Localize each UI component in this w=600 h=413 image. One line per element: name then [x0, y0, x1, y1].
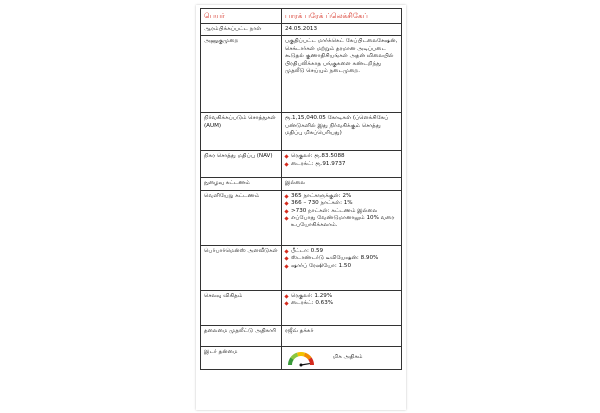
list-item: ஸ்டாண்டர்டு டீவியேஷன்: 8.90%: [285, 255, 398, 262]
list-item: ரெகுலர்: 1.29%: [285, 293, 398, 300]
list-item: ரெகுலர்: ரூ.83.5088: [285, 153, 398, 160]
exit-load-key: வெளியேறு கட்டணம்: [201, 190, 282, 245]
nav-value: [282, 151, 402, 178]
fund-info-card: [196, 5, 406, 410]
name-key: பெயர்: [201, 9, 282, 24]
table-row: [201, 325, 402, 346]
entry-load-value: இல்லை: [282, 178, 402, 190]
list-item: ஷார்ப் ரேஷியோ: 1.50: [285, 263, 398, 270]
list-item: 365 நாட்களுக்குள்: 2%: [285, 193, 398, 200]
performance-value: [282, 245, 402, 290]
fund-details-table: [200, 8, 402, 370]
riskometer-gauge-icon: [285, 349, 317, 367]
risk-key: இடர் தன்மை: [201, 346, 282, 369]
start-date-value: 24.05.2013: [282, 24, 402, 36]
table-row: [201, 178, 402, 190]
table-row: [201, 113, 402, 151]
entry-load-key: நுழைவு கட்டணம்: [201, 178, 282, 190]
table-row: [201, 245, 402, 290]
fund-name: பாரக் பரேக் ப்லெக்சிகேப்: [282, 9, 402, 24]
approach-value: பகுதிப்பட்ட மார்க்கெட் கேப்பிடலைசேஷன், செக்டார்கள் மற்றும் தரமான அடிப்படை கூடுதல் குணாதிசியங்கள் அதன் விலையில் பிரதிபலிக்காத பங்குகளை கண்டறிந்து முதலீடு செய்யும் நடைமுறை.: [282, 36, 402, 113]
risk-cell: [282, 346, 402, 369]
nav-key: நிகர சொத்து மதிப்பு (NAV): [201, 151, 282, 178]
performance-key: பெர்பார்மென்ஸ் அளவீடுகள்: [201, 245, 282, 290]
aum-value: ரூ.1,15,040.05 கோடிகள் (ப்ளெக்சிகேப் பண்டுகளில் இது நிர்வகிக்கும் சொத்து மதிப்பு மிகப்பெரியது): [282, 113, 402, 151]
approach-key: அணுகுமுறை: [201, 36, 282, 113]
table-row: [201, 151, 402, 178]
expense-key: செலவு விகிதம்: [201, 290, 282, 325]
risk-value: மிக அதிகம்: [332, 354, 363, 361]
exit-load-value: [282, 190, 402, 245]
list-item: டைரக்ட்: 0.63%: [285, 300, 398, 307]
table-row: [201, 290, 402, 325]
expense-value: [282, 290, 402, 325]
table-row: [201, 190, 402, 245]
manager-key: தலைமை முதலீட்டு அதிகாரி: [201, 325, 282, 346]
table-row: [201, 24, 402, 36]
list-item: எப்போது வேண்டுமானாலும் 10% வரை உபயோகிக்கலாம்.: [285, 215, 398, 230]
list-item: 366 – 730 நாட்கள்: 1%: [285, 200, 398, 207]
table-row: [201, 346, 402, 369]
aum-key: நிர்வகிக்கப்படும் சொத்துகள் (AUM): [201, 113, 282, 151]
list-item: டைரக்ட்: ரூ.91.9737: [285, 161, 398, 168]
manager-value: ரஜீவ் தக்கர்: [282, 325, 402, 346]
start-date-key: ஆரம்பிக்கப்பட்ட நாள்: [201, 24, 282, 36]
list-item: பீட்டா: 0.59: [285, 248, 398, 255]
table-row: [201, 36, 402, 113]
list-item: >730 நாட்கள்: கட்டணம் இல்லை: [285, 208, 398, 215]
table-header-row: [201, 9, 402, 24]
